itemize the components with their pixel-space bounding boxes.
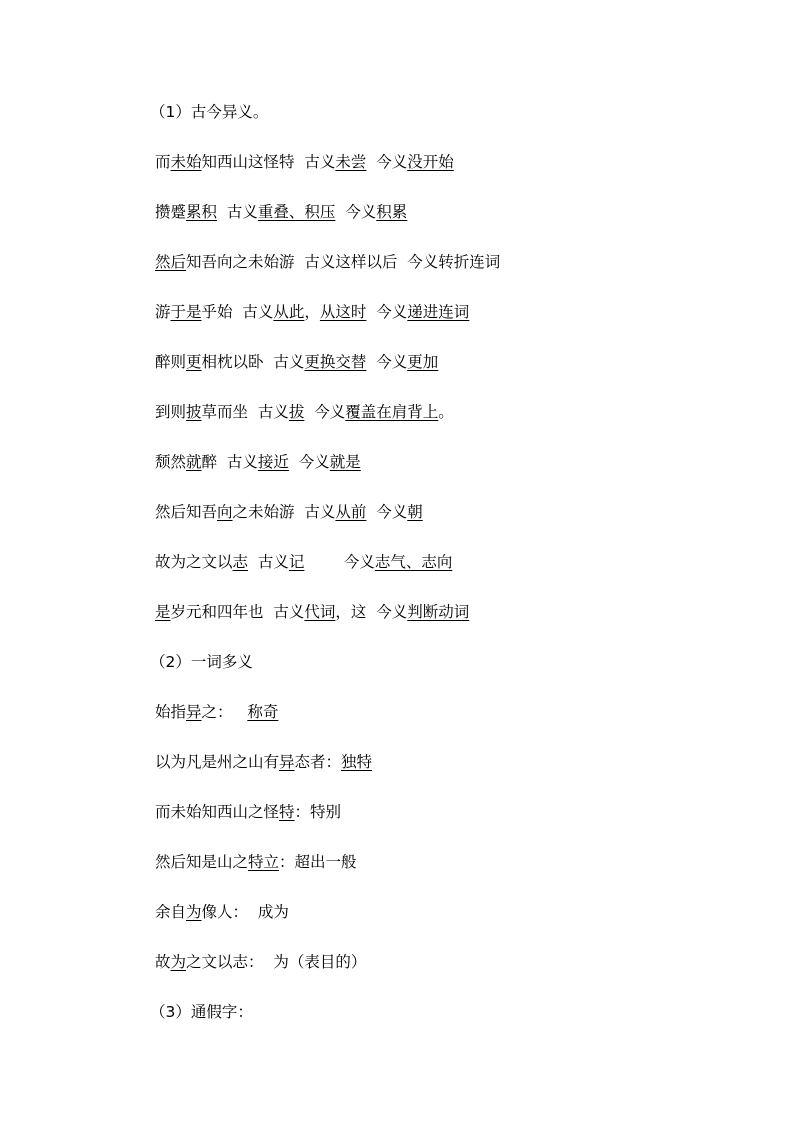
text-segment: 然后知是山之 (155, 853, 249, 871)
underlined-term: 志气、志向 (374, 553, 453, 571)
text-segment: 。 (438, 403, 454, 421)
text-segment: ：超出一般 (279, 853, 357, 871)
text-segment: 然后知吾 (155, 503, 218, 521)
text-segment: 今义 (304, 403, 346, 421)
text-line (155, 900, 289, 924)
text-line (155, 250, 500, 274)
text-line (155, 450, 361, 474)
text-line (155, 400, 454, 424)
text-segment: 到则 (155, 403, 187, 421)
underlined-term: 覆盖在肩背上 (345, 403, 439, 421)
underlined-term: 称奇 (247, 703, 279, 721)
text-segment: 余自 (155, 903, 187, 921)
underlined-term: 就 (186, 453, 202, 471)
text-segment: 之： (201, 703, 248, 721)
underlined-term: 异 (186, 703, 202, 721)
text-segment: 之文以志： 为（表目的） (186, 953, 367, 971)
underlined-term: 接近 (257, 453, 289, 471)
underlined-term: 更加 (407, 353, 439, 371)
underlined-term: 为 (170, 953, 187, 971)
text-segment: （2）一词多义 (150, 653, 253, 671)
text-segment: 态者： (294, 753, 342, 771)
text-line (155, 350, 438, 374)
underlined-term: 累积 (186, 203, 218, 221)
section-heading (150, 650, 253, 674)
text-segment: ， (304, 303, 320, 321)
underlined-term: 递进连词 (407, 303, 470, 321)
underlined-term: 就是 (329, 453, 361, 471)
text-line (155, 750, 372, 774)
text-segment: 今义 (366, 153, 408, 171)
text-segment: 醉 古义 (201, 453, 258, 471)
text-line (155, 950, 366, 974)
underlined-term: 记 (288, 553, 305, 571)
text-segment: 以为凡是州之山有 (155, 753, 280, 771)
text-segment: 古义 (248, 553, 289, 571)
underlined-term: 未始 (170, 153, 202, 171)
text-segment: 古义 (217, 203, 258, 221)
text-segment: 攒蹙 (155, 203, 187, 221)
text-segment: 而 (155, 153, 171, 171)
text-line (155, 300, 469, 324)
underlined-term: 从这时 (319, 303, 367, 321)
underlined-term: 从此 (273, 303, 305, 321)
underlined-term: 拔 (288, 403, 305, 421)
underlined-term: 没开始 (407, 153, 454, 171)
section-heading (150, 1000, 253, 1024)
underlined-term: 异 (279, 753, 295, 771)
text-segment: ：特别 (294, 803, 342, 821)
text-segment: 今义 (366, 503, 408, 521)
section-heading (150, 100, 268, 124)
text-segment: 乎始 古义 (201, 303, 274, 321)
text-segment: 像人： 成为 (201, 903, 289, 921)
text-segment: 今义 (366, 353, 408, 371)
text-segment: 今义 (288, 453, 330, 471)
underlined-term: 更换交替 (304, 353, 367, 371)
underlined-term: 志 (232, 553, 249, 571)
text-line (155, 500, 423, 524)
text-line (155, 200, 407, 224)
text-segment: 故 (155, 953, 171, 971)
underlined-term: 从前 (335, 503, 367, 521)
text-line (155, 600, 469, 624)
underlined-term: 判断动词 (407, 603, 470, 621)
text-segment: 今义 (366, 303, 408, 321)
underlined-term: 独特 (341, 753, 373, 771)
text-segment: 今义 (335, 203, 377, 221)
text-segment: 游 (155, 303, 171, 321)
text-segment: （3）通假字： (150, 1003, 253, 1021)
text-segment: 醉则 (155, 353, 187, 371)
underlined-term: 积累 (376, 203, 408, 221)
underlined-term: 更 (186, 353, 202, 371)
underlined-term: 特立 (248, 853, 280, 871)
text-segment: 而未始知西山之怪 (155, 803, 280, 821)
text-segment: 知西山这怪特 古义 (201, 153, 336, 171)
underlined-term: 为 (186, 903, 202, 921)
underlined-term: 代词 (304, 603, 336, 621)
text-segment: 颓然 (155, 453, 187, 471)
text-segment: 始指 (155, 703, 187, 721)
text-line (155, 550, 452, 574)
text-segment: （1）古今异义。 (150, 103, 269, 121)
text-segment: 岁元和四年也 古义 (170, 603, 305, 621)
underlined-term: 于是 (170, 303, 202, 321)
text-line (155, 850, 357, 874)
text-segment: 相枕以卧 古义 (201, 353, 305, 371)
underlined-term: 未尝 (335, 153, 367, 171)
text-line (155, 150, 454, 174)
text-segment: 故为之文以 (155, 553, 233, 571)
underlined-term: 然后 (155, 253, 187, 271)
underlined-term: 披 (186, 403, 202, 421)
text-line (155, 700, 278, 724)
underlined-term: 是 (155, 603, 171, 621)
text-segment: 之未始游 古义 (232, 503, 336, 521)
underlined-term: 向 (217, 503, 233, 521)
text-segment: 草而坐 古义 (201, 403, 289, 421)
text-segment: 知吾向之未始游 古义这样以后 今义转折连词 (186, 253, 501, 271)
underlined-term: 特 (279, 803, 295, 821)
text-segment: 今义 (304, 553, 375, 571)
underlined-term: 重叠、积压 (257, 203, 336, 221)
text-line (155, 800, 341, 824)
underlined-term: 朝 (407, 503, 423, 521)
text-segment: ，这 今义 (335, 603, 408, 621)
